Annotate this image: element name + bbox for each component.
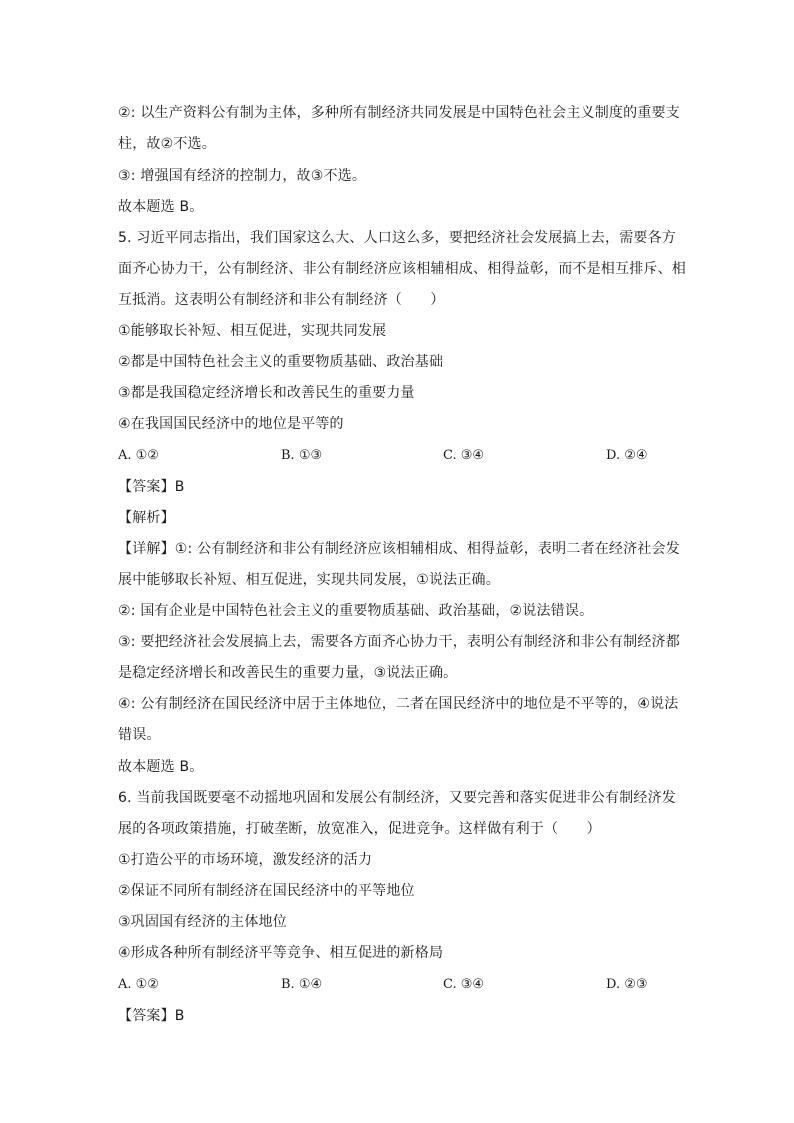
text-line: ③: 增强国有经济的控制力，故③不选。	[118, 168, 367, 184]
text-line: 互抵消。这表明公有制经济和非公有制经济（ ）	[118, 292, 445, 308]
question-5-stem: 5. 习近平同志指出，我们国家这么大、人口这么多，要把经济社会发展搞上去，需要各方	[118, 230, 677, 246]
statement-2: ②都是中国特色社会主义的重要物质基础、政治基础	[118, 354, 444, 370]
q5-option-a: A. ①②	[118, 448, 159, 463]
statement-1: ①能够取长补短、相互促进，实现共同发展	[118, 323, 387, 339]
statement-3: ③都是我国稳定经济增长和改善民生的重要力量	[118, 385, 415, 401]
q5-option-c: C. ③④	[443, 448, 485, 463]
text-line: 故本题选 B。	[118, 199, 204, 215]
q6-option-d: D. ②③	[606, 977, 648, 992]
statement-1: ①打造公平的市场环境，激发经济的活力	[118, 852, 373, 868]
statement-4: ④形成各种所有制经济平等竞争、相互促进的新格局	[118, 945, 444, 961]
q5-detail-line: ②: 国有企业是中国特色社会主义的重要物质基础、政治基础，②说法错误。	[118, 603, 594, 619]
q5-option-b: B. ①③	[281, 448, 323, 463]
q5-analysis-tag: 【解析】	[118, 510, 175, 526]
q6-answer: 【答案】B	[118, 1008, 185, 1024]
statement-2: ②保证不同所有制经济在国民经济中的平等地位	[118, 883, 415, 899]
q5-detail-line: ③: 要把经济社会发展搞上去，需要各方面齐心协力干，表明公有制经济和非公有制经济都	[118, 634, 680, 650]
q5-detail-line: ④: 公有制经济在国民经济中居于主体地位，二者在国民经济中的地位是不平等的，④说法	[118, 696, 679, 712]
q5-detail-line: 是稳定经济增长和改善民生的重要力量，③说法正确。	[118, 665, 458, 681]
q5-option-d: D. ②④	[606, 448, 648, 463]
text-line: ②: 以生产资料公有制为主体，多种所有制经济共同发展是中国特色社会主义制度的重要支	[118, 105, 680, 121]
statement-3: ③巩固国有经济的主体地位	[118, 914, 287, 930]
q6-option-c: C. ③④	[443, 977, 485, 992]
text-line: 展的各项政策措施，打破垄断，放宽准入，促进竞争。这样做有利于（ ）	[118, 821, 601, 837]
q5-detail-line: 错误。	[118, 727, 161, 743]
q6-option-a: A. ①②	[118, 977, 159, 992]
q5-detail-line: 展中能够取长补短、相互促进，实现共同发展，①说法正确。	[118, 572, 500, 588]
q6-option-b: B. ①④	[281, 977, 323, 992]
q5-answer: 【答案】B	[118, 479, 185, 495]
text-line: 面齐心协力干，公有制经济、非公有制经济应该相辅相成、相得益彰，而不是相互排斥、相	[118, 261, 686, 277]
question-6-stem: 6. 当前我国既要毫不动摇地巩固和发展公有制经济，又要完善和落实促进非公有制经济发	[118, 790, 677, 806]
q5-detail-line: 【详解】①: 公有制经济和非公有制经济应该相辅相成、相得益彰，表明二者在经济社会发	[118, 541, 680, 557]
statement-4: ④在我国国民经济中的地位是平等的	[118, 416, 344, 432]
text-line: 柱，故②不选。	[118, 136, 216, 152]
q5-detail-line: 故本题选 B。	[118, 759, 204, 775]
